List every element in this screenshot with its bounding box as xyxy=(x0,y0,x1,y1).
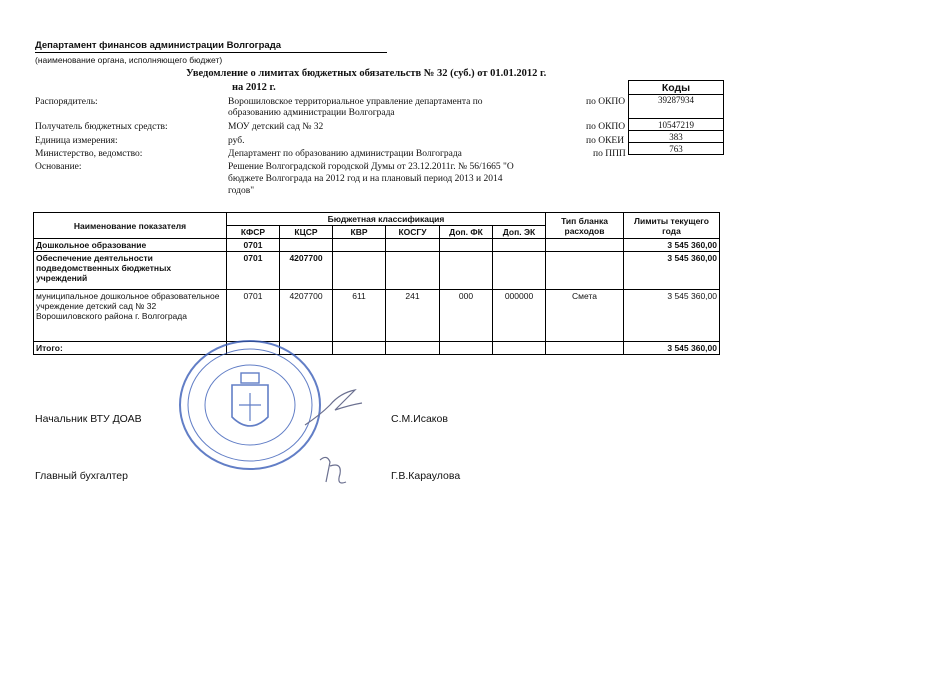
header-indicator-name: Наименование показателя xyxy=(34,213,227,239)
row-dop-ek xyxy=(493,252,546,290)
info-value-manager-2: образованию администрации Волгограда xyxy=(228,108,395,118)
code-label-okei: по ОКЕИ xyxy=(586,136,625,146)
signature-name-head: С.М.Исаков xyxy=(391,413,448,425)
table-row xyxy=(34,252,720,290)
row-name: Обеспечение деятельности подведомственных бюджетных учреждений xyxy=(34,252,227,290)
table-row xyxy=(34,290,720,342)
header-limits: Лимиты текущего года xyxy=(624,213,720,239)
row-kfsr: 0701 xyxy=(227,290,280,342)
info-label-recipient: Получатель бюджетных средств: xyxy=(35,122,168,132)
row-kcsr: 4207700 xyxy=(280,252,333,290)
signature-title-head: Начальник ВТУ ДОАВ xyxy=(35,413,142,425)
row-name: муниципальное дошкольное образовательное учреждение детский сад № 32 Ворошиловского района г. Волгограда xyxy=(34,290,227,342)
row-kosgu xyxy=(386,252,440,290)
codes-heading: Коды xyxy=(629,81,724,95)
info-label-unit: Единица измерения: xyxy=(35,136,118,146)
header-kcsr: КЦСР xyxy=(280,226,333,239)
row-dop-ek: 000000 xyxy=(493,290,546,342)
row-dop-ek xyxy=(493,239,546,252)
row-kosgu xyxy=(386,239,440,252)
info-label-basis: Основание: xyxy=(35,162,82,172)
code-label-ppp: по ППП xyxy=(593,149,626,159)
info-label-manager: Распорядитель: xyxy=(35,97,98,107)
total-row xyxy=(34,342,720,355)
info-value-unit: руб. xyxy=(228,136,245,146)
row-limit: 3 545 360,00 xyxy=(624,239,720,252)
table-row xyxy=(34,239,720,252)
signature-title-accountant: Главный бухгалтер xyxy=(35,470,128,482)
row-name: Дошкольное образование xyxy=(34,239,227,252)
header-dop-ek: Доп. ЭК xyxy=(493,226,546,239)
row-kvr: 611 xyxy=(333,290,386,342)
row-kvr xyxy=(333,252,386,290)
organization-name: Департамент финансов администрации Волгограда xyxy=(35,40,387,53)
header-kfsr: КФСР xyxy=(227,226,280,239)
organization-caption: (наименование органа, исполняющего бюджет) xyxy=(35,55,223,65)
header-dop-fk: Доп. ФК xyxy=(440,226,493,239)
header-expense-type: Тип бланка расходов xyxy=(546,213,624,239)
budget-table xyxy=(33,212,720,355)
handwritten-signature-accountant xyxy=(312,452,362,494)
code-okpo-manager: 39287934 xyxy=(629,95,724,119)
header-budget-classification: Бюджетная классификация xyxy=(227,213,546,226)
code-okei: 383 xyxy=(629,131,724,143)
info-value-basis-2: бюджете Волгограда на 2012 год и на плановый период 2013 и 2014 xyxy=(228,174,503,184)
document-title: Уведомление о лимитах бюджетных обязательств № 32 (суб.) от 01.01.2012 г. xyxy=(186,68,547,79)
row-type: Смета xyxy=(546,290,624,342)
signature-name-accountant: Г.В.Караулова xyxy=(391,470,461,482)
header-kosgu: КОСГУ xyxy=(386,226,440,239)
header-kvr: КВР xyxy=(333,226,386,239)
row-kfsr: 0701 xyxy=(227,239,280,252)
row-limit: 3 545 360,00 xyxy=(624,290,720,342)
row-type xyxy=(546,239,624,252)
row-kvr xyxy=(333,239,386,252)
row-kcsr: 4207700 xyxy=(280,290,333,342)
row-kosgu: 241 xyxy=(386,290,440,342)
row-dop-fk xyxy=(440,239,493,252)
codes-table xyxy=(628,80,724,155)
code-label-okpo-1: по ОКПО xyxy=(586,97,626,107)
row-dop-fk: 000 xyxy=(440,290,493,342)
total-label: Итого: xyxy=(34,342,227,355)
row-dop-fk xyxy=(440,252,493,290)
info-value-basis-3: годов" xyxy=(228,186,255,196)
total-value: 3 545 360,00 xyxy=(624,342,720,355)
row-kcsr xyxy=(280,239,333,252)
document-title-year: на 2012 г. xyxy=(232,82,276,93)
row-limit: 3 545 360,00 xyxy=(624,252,720,290)
info-value-recipient: МОУ детский сад № 32 xyxy=(228,122,324,132)
info-value-basis-1: Решение Волгоградской городской Думы от 23.12.2011г. № 56/1665 "О xyxy=(228,162,514,172)
handwritten-signature-head xyxy=(300,385,370,430)
code-okpo-recipient: 10547219 xyxy=(629,119,724,131)
row-kfsr: 0701 xyxy=(227,252,280,290)
row-type xyxy=(546,252,624,290)
info-value-manager-1: Ворошиловское территориальное управление департамента по xyxy=(228,97,483,107)
info-value-ministry: Департамент по образованию администрации Волгограда xyxy=(228,149,462,159)
code-label-okpo-2: по ОКПО xyxy=(586,122,626,132)
info-label-ministry: Министерство, ведомство: xyxy=(35,149,143,159)
code-ppp: 763 xyxy=(629,143,724,155)
